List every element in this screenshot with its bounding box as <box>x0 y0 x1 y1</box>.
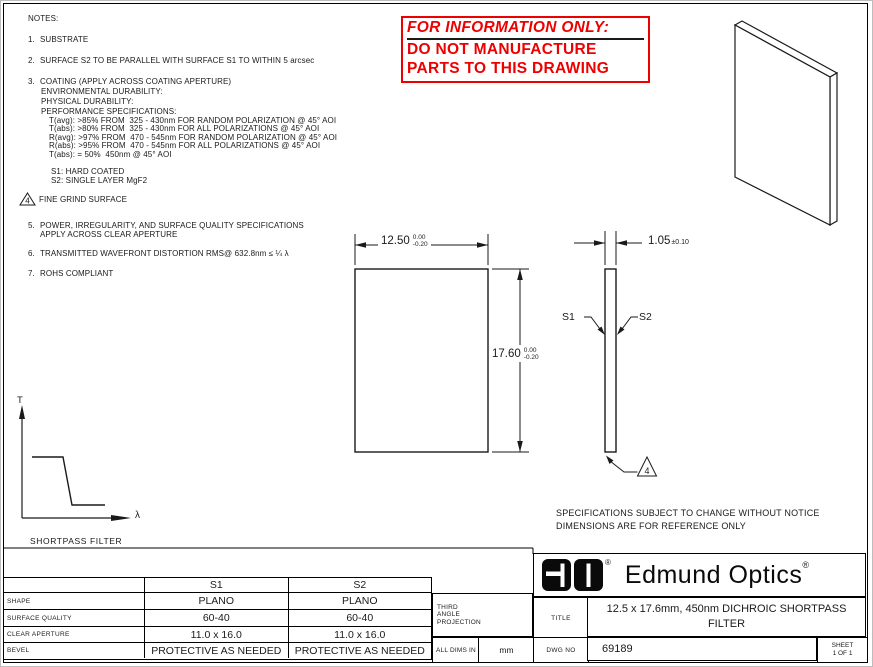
height-dimension <box>489 345 542 362</box>
note-1: 1. SUBSTRATE <box>28 35 89 44</box>
spec-row-label: SURFACE QUALITY <box>4 609 144 626</box>
logo-registered-mark: ® <box>605 557 611 567</box>
note-3-sub: ENVIRONMENTAL DURABILITY: <box>41 87 163 96</box>
side-view <box>605 269 616 452</box>
stamp-line-2: DO NOT MANUFACTURE <box>407 41 597 58</box>
brand-name: Edmund Optics <box>624 560 803 589</box>
spec-row-label: BEVEL <box>4 642 144 658</box>
note-3-sub: PERFORMANCE SPECIFICATIONS: <box>41 107 177 116</box>
perf-spec-line: R(abs): >95% FROM 470 - 545nm FOR ALL POLARIZATIONS @ 45° AOI <box>49 141 321 150</box>
perf-spec-line: R(avg): >97% FROM 470 - 545nm FOR RANDOM POLARIZATION @ 45° AOI <box>49 132 338 142</box>
thickness-tolerance: ±0.10 <box>671 239 689 246</box>
spec-row-label: CLEAR APERTURE <box>4 626 144 642</box>
edmund-optics-logo-icon <box>542 556 604 594</box>
front-view <box>355 269 488 452</box>
note-5: 5. POWER, IRREGULARITY, AND SURFACE QUALITY SPECIFICATIONS <box>28 221 304 230</box>
perf-spec-line: T(abs): = 50% 450nm @ 45° AOI <box>49 149 172 159</box>
note-2: 2. SURFACE S2 TO BE PARALLEL WITH SURFACE S1 TO WITHIN 5 arcsec <box>28 56 315 65</box>
spec-cell: 11.0 x 16.0 <box>288 626 432 642</box>
title-label-cell: TITLE <box>533 597 589 639</box>
width-value: 12.50 <box>381 234 410 247</box>
surface-spec-table <box>3 577 432 660</box>
sheet-label: SHEET <box>831 642 854 649</box>
svg-text:4: 4 <box>25 196 30 206</box>
width-dimension <box>378 232 431 249</box>
spec-cell: PLANO <box>288 592 432 609</box>
disclaimer-line-1: SPECIFICATIONS SUBJECT TO CHANGE WITHOUT NOTICE <box>556 508 820 518</box>
note-3-sub: PHYSICAL DURABILITY: <box>41 97 134 106</box>
graph-caption: SHORTPASS FILTER <box>30 536 123 546</box>
stamp-line-3: PARTS TO THIS DRAWING <box>407 60 610 77</box>
projection-label: THIRD ANGLE PROJECTION <box>437 603 481 626</box>
graph-y-axis-label: T <box>17 395 23 406</box>
width-tolerance: 0.00 -0.20 <box>412 233 428 248</box>
note-5-sub: APPLY ACROSS CLEAR APERTURE <box>40 230 178 239</box>
surface-s1-label: S1 <box>562 311 575 323</box>
all-dims-label-cell: ALL DIMS IN <box>432 637 480 663</box>
spec-cell: PLANO <box>144 592 288 609</box>
dwg-number: 69189 <box>587 637 817 661</box>
note-6: 6. TRANSMITTED WAVEFRONT DISTORTION RMS@ 632.8nm ≤ ¼ λ <box>28 249 289 258</box>
note-4-flag: 4 FINE GRIND SURFACE <box>19 192 127 206</box>
flag-triangle-icon <box>19 192 36 206</box>
note-3: 3. COATING (APPLY ACROSS COATING APERTURE) <box>28 77 232 86</box>
perf-spec-line: T(abs): >80% FROM 325 - 430nm FOR ALL POLARIZATIONS @ 45° AOI <box>49 124 320 133</box>
sheet-cell <box>817 637 868 663</box>
dwg-no-label-cell: DWG NO <box>533 637 589 663</box>
disclaimer-line-2: DIMENSIONS ARE FOR REFERENCE ONLY <box>556 521 746 531</box>
graph-x-axis-label: λ <box>135 510 140 521</box>
isometric-view <box>735 21 837 225</box>
notes-header: NOTES: <box>28 14 59 23</box>
spec-header-s1: S1 <box>144 578 288 592</box>
units-cell: mm <box>478 637 535 663</box>
spec-cell: PROTECTIVE AS NEEDED <box>144 642 288 658</box>
information-only-stamp <box>401 16 650 83</box>
stamp-line-1: FOR INFORMATION ONLY: <box>407 19 644 40</box>
brand-registered-mark: ® <box>802 560 809 570</box>
spec-cell: 60-40 <box>288 609 432 626</box>
coating-s2-line: S2: SINGLE LAYER MgF2 <box>51 176 148 185</box>
spec-header-s2: S2 <box>288 578 432 592</box>
thickness-dimension <box>645 235 692 247</box>
spec-header-empty <box>4 578 144 592</box>
title-block-lines <box>3 548 533 554</box>
coating-s1-line: S1: HARD COATED <box>51 167 125 176</box>
sheet-value: 1 OF 1 <box>832 650 853 657</box>
grind-flag-number: 4 <box>644 466 650 476</box>
perf-spec-line: T(avg): >85% FROM 325 - 430nm FOR RANDOM POLARIZATION @ 45° AOI <box>49 115 337 125</box>
thickness-value: 1.05 <box>648 235 671 247</box>
transmission-graph <box>19 405 131 521</box>
drawing-title: 12.5 x 17.6mm, 450nm DICHROIC SHORTPASS FILTER <box>587 597 866 637</box>
height-value: 17.60 <box>492 347 521 360</box>
logo-box <box>533 553 866 597</box>
side-view-dimensions <box>574 231 657 476</box>
spec-cell: 60-40 <box>144 609 288 626</box>
spec-row-label: SHAPE <box>4 592 144 609</box>
height-tolerance: 0.00 -0.20 <box>523 346 539 361</box>
disclaimer-text <box>556 507 820 533</box>
spec-cell: PROTECTIVE AS NEEDED <box>288 642 432 658</box>
spec-cell: 11.0 x 16.0 <box>144 626 288 642</box>
front-view-dimensions <box>355 234 529 452</box>
surface-s2-label: S2 <box>639 311 652 323</box>
note-7: 7. ROHS COMPLIANT <box>28 269 114 278</box>
third-angle-projection-cell <box>432 593 533 637</box>
